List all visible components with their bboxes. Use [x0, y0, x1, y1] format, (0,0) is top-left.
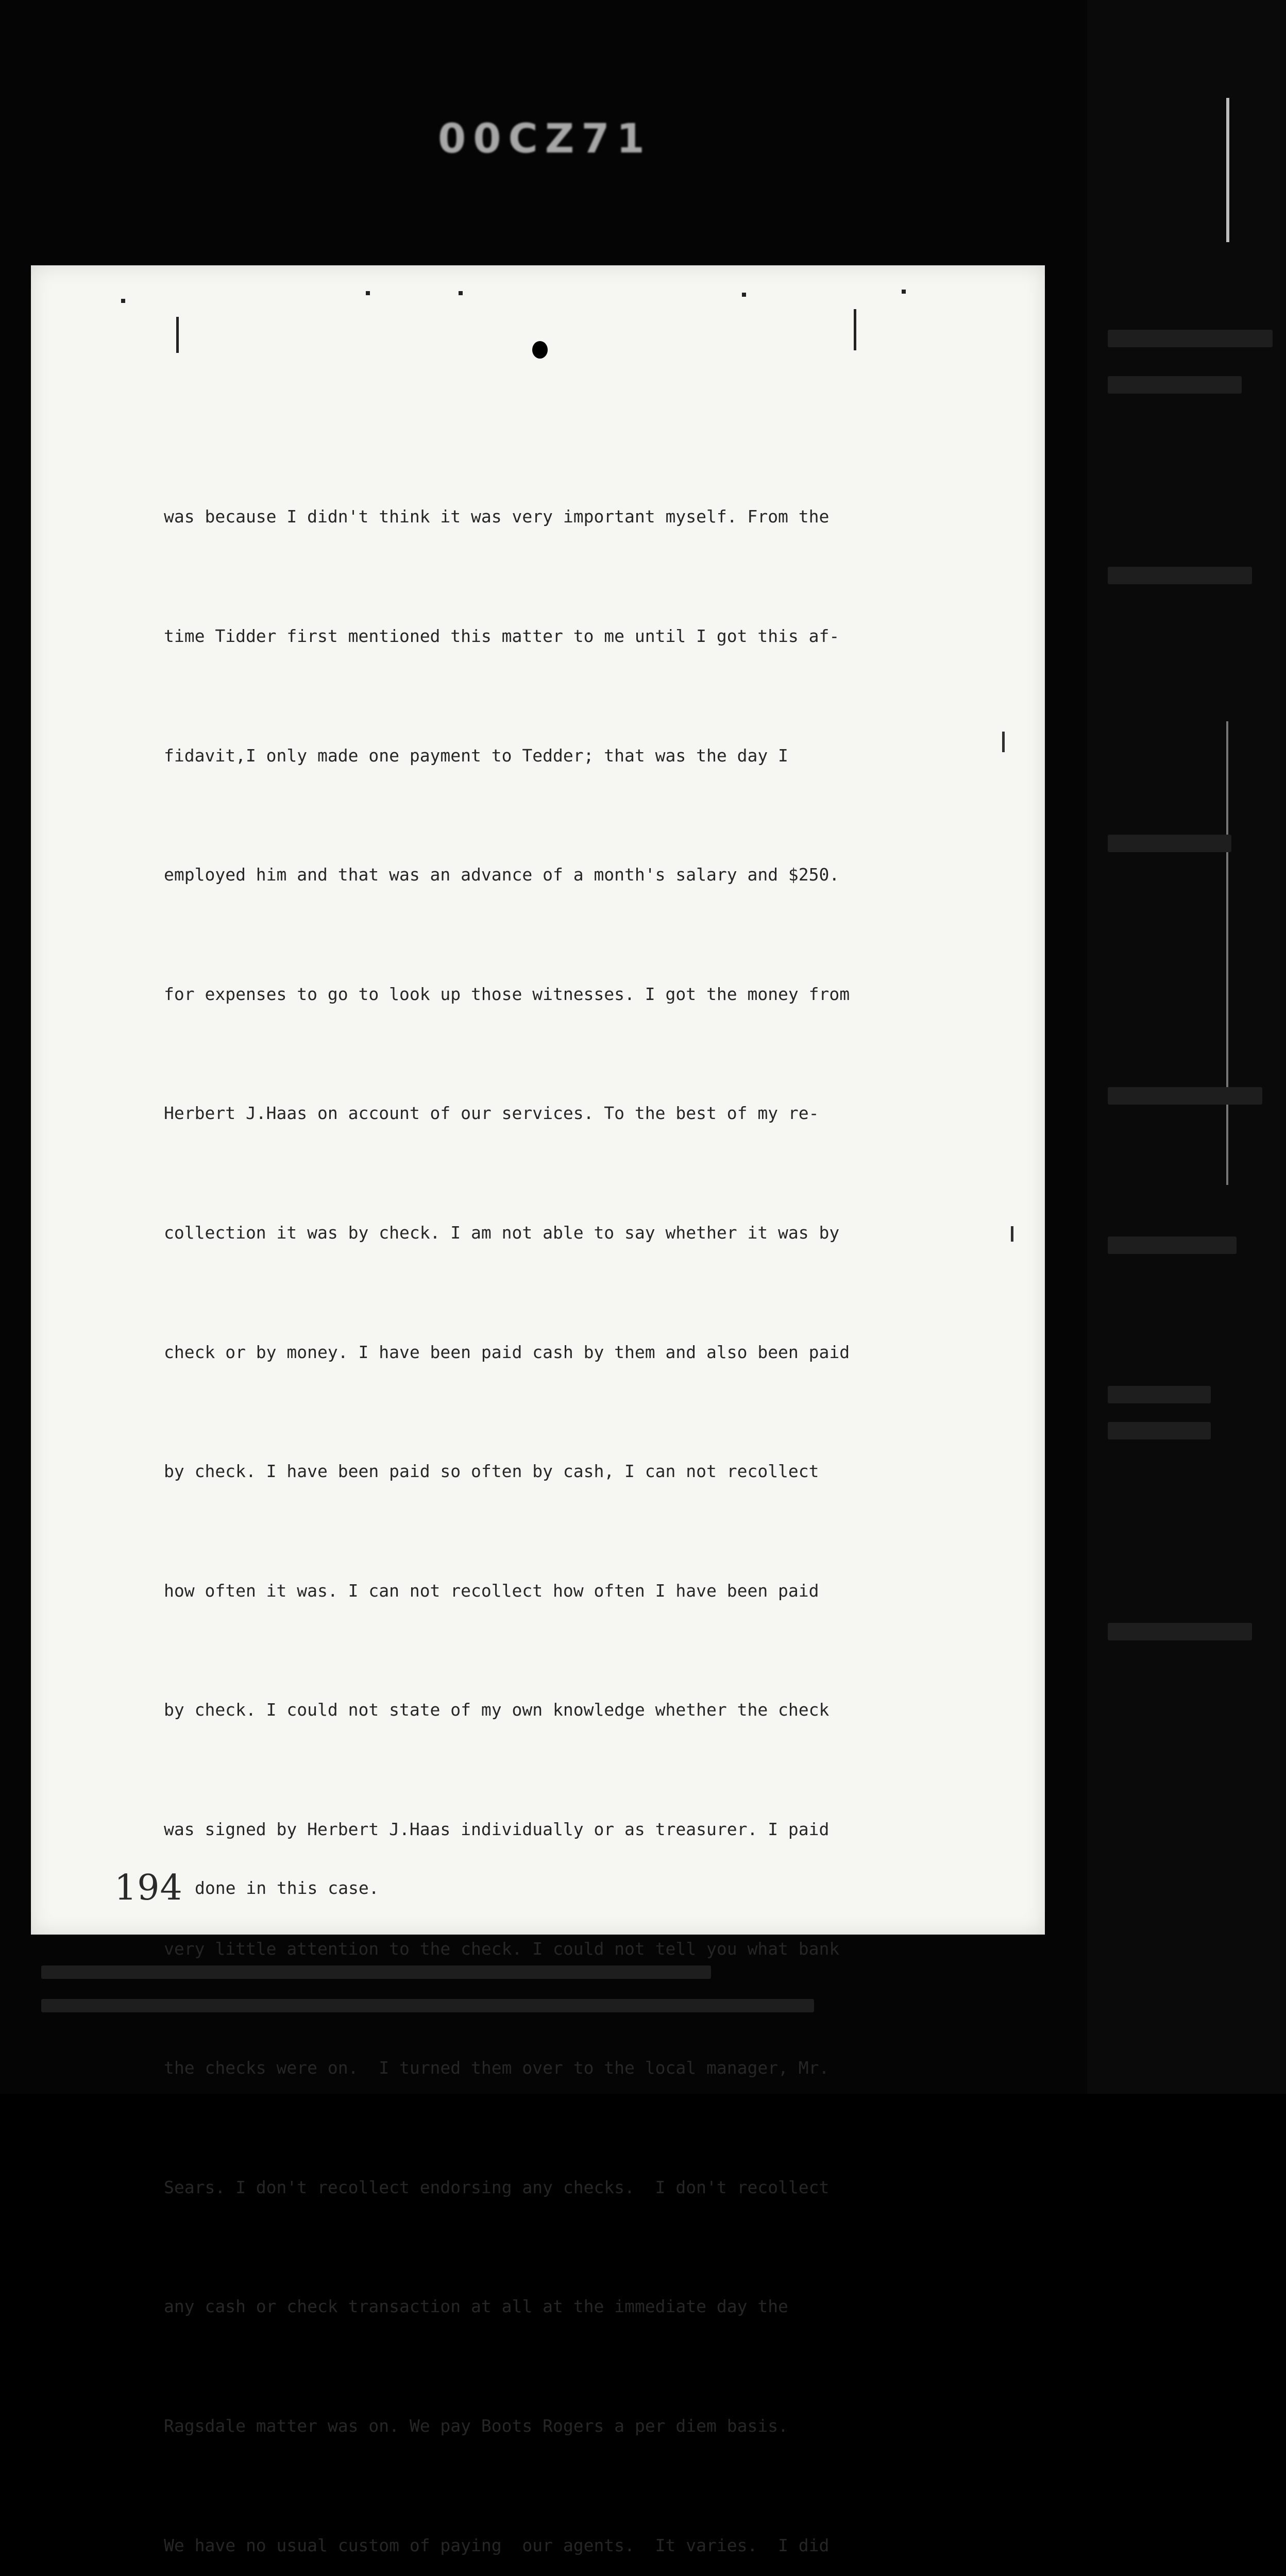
faint-mark [1108, 376, 1242, 394]
edge-mark [854, 309, 856, 350]
edge-mark [902, 290, 906, 294]
edge-mark [742, 293, 746, 297]
edge-mark [176, 317, 179, 353]
text-line: fidavit,I only made one payment to Tedder; that was the day I [164, 745, 788, 766]
text-line: collection it was by check. I am not able to say whether it was by [164, 1222, 840, 1243]
text-line: was signed by Herbert J.Haas individually or as treasurer. I paid [164, 1819, 830, 1839]
text-line: We have no usual custom of paying our agents. It varies. I did [164, 2535, 830, 2555]
closing-text-line: done in this case. [195, 1878, 379, 1898]
text-line: Herbert J.Haas on account of our services. To the best of my re- [164, 1103, 819, 1124]
faint-mark [1108, 1236, 1237, 1254]
text-line: the checks were on. I turned them over to the local manager, Mr. [164, 2058, 830, 2078]
text-line: Sears. I don't recollect endorsing any checks. I don't recollect [164, 2177, 830, 2197]
edge-mark [121, 299, 125, 303]
text-line: how often it was. I can not recollect how often I have been paid [164, 1580, 819, 1601]
faint-mark [1108, 330, 1273, 347]
text-line: by check. I have been paid so often by cash, I can not recollect [164, 1461, 819, 1482]
faint-mark [1108, 1623, 1252, 1640]
header-stamp: 00CZ71 [438, 116, 652, 162]
strip-mark [1226, 721, 1228, 1185]
edge-mark [366, 291, 370, 295]
faint-mark [1108, 567, 1252, 584]
text-line: was because I didn't think it was very important myself. From the [164, 506, 830, 527]
punch-hole [532, 341, 548, 359]
edge-mark [459, 291, 463, 295]
page-number: 194 [114, 1868, 183, 1908]
typed-body-text [164, 417, 1035, 2576]
faint-mark [1108, 1087, 1262, 1105]
text-line: very little attention to the check. I could not tell you what bank [164, 1938, 840, 1959]
text-line: time Tidder first mentioned this matter to me until I got this af- [164, 626, 840, 646]
text-line: for expenses to go to look up those witnesses. I got the money from [164, 984, 850, 1004]
text-line: any cash or check transaction at all at the immediate day the [164, 2296, 788, 2317]
faint-mark [1108, 1386, 1211, 1403]
text-line: Ragsdale matter was on. We pay Boots Rogers a per diem basis. [164, 2415, 788, 2436]
strip-mark [1226, 98, 1229, 242]
text-line: employed him and that was an advance of a month's salary and $250. [164, 865, 840, 885]
faint-mark [1108, 1422, 1211, 1439]
text-line: by check. I could not state of my own knowledge whether the check [164, 1700, 830, 1720]
faint-mark [1108, 835, 1231, 852]
adjacent-page-strip [1087, 0, 1286, 2094]
text-line: check or by money. I have been paid cash by them and also been paid [164, 1342, 850, 1362]
